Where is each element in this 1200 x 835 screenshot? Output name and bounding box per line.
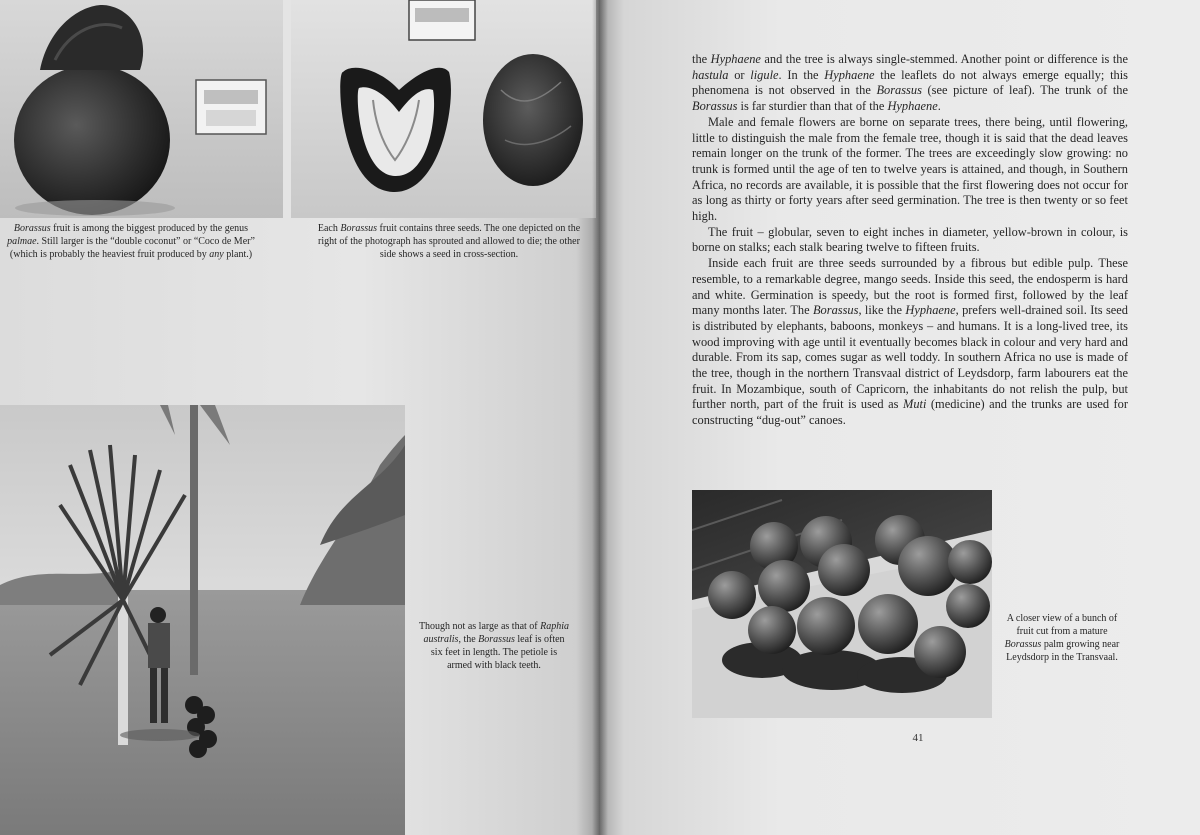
article-body: [692, 52, 1128, 429]
paragraph-1: the Hyphaene and the tree is always single-stemmed. Another point or difference is the hastula or ligule. In the Hyphaene the leaflets do not always emerge equally; this phenomena is not observed in the Borassus (see picture of leaf). The trunk of the Borassus is far sturdier than that of the Hyphaene.: [692, 52, 1128, 114]
bunch-caption: A closer view of a bunch of fruit cut from a mature Borassus palm growing near Leydsdorp in the Transvaal.: [1004, 613, 1120, 663]
fruit-caption: Borassus fruit is among the biggest produced by the genus palmae. Still larger is the “double coconut” or “Coco de Mer” (which is probably the heaviest fruit produced by any plant.): [7, 223, 255, 260]
paragraph-4: Inside each fruit are three seeds surrounded by a fibrous but edible pulp. These resemble, to a remarkable degree, mango seeds. Inside this seed, the endosperm is hard and white. Germination is speedy, but the root is formed first, followed by the leaf many months later. The Borassus, like the Hyphaene, prefers well-drained soil. Its seed is distributed by elephants, baboons, monkeys – and humans. It is a long-lived tree, its wood improving with age until it eventually becomes black in colour and very hard and durable. From its sap, comes sugar as well toddy. In southern Africa no use is made of the tree, though in the northern Transvaal district of Leydsdorp, farm labourers eat the fruit. In Mozambique, south of Capricorn, the inhabitants do not relish the pulp, but further north, part of the fruit is used as Muti (medicine) and the trunks are used for constructing “dug-out” canoes.: [692, 256, 1128, 428]
seeds-photo: [291, 0, 596, 218]
leaf-caption: Though not as large as that of Raphia australis, the Borassus leaf is often six feet in length. The petiole is armed with black teeth.: [418, 621, 570, 671]
page-number: 41: [912, 732, 924, 744]
seeds-caption: Each Borassus fruit contains three seeds. The one depicted on the right of the photograph has sprouted and allowed to die; the other side shows a seed in cross-section.: [317, 223, 581, 260]
paragraph-3: The fruit – globular, seven to eight inches in diameter, yellow-brown in colour, is borne on stalks; each stalk bearing twelve to fifteen fruits.: [692, 224, 1128, 255]
fruit-bunch-photo: [692, 490, 992, 718]
fruit-photo: [0, 0, 283, 218]
paragraph-2: Male and female flowers are borne on separate trees, there being, until flowering, little to distinguish the male from the female tree, though it is said that the dead leaves remain longer on the trunk of the former. The trees are exceedingly slow growing: no trunk is formed until the age of ten to twelve years is attained, and though, in Southern Africa, no records are available, it is possible that the first flowering does not occur for as long as thirty or forty years after seed germination. The tree is then twenty or so feet high.: [692, 114, 1128, 224]
palm-photo: [0, 405, 405, 835]
